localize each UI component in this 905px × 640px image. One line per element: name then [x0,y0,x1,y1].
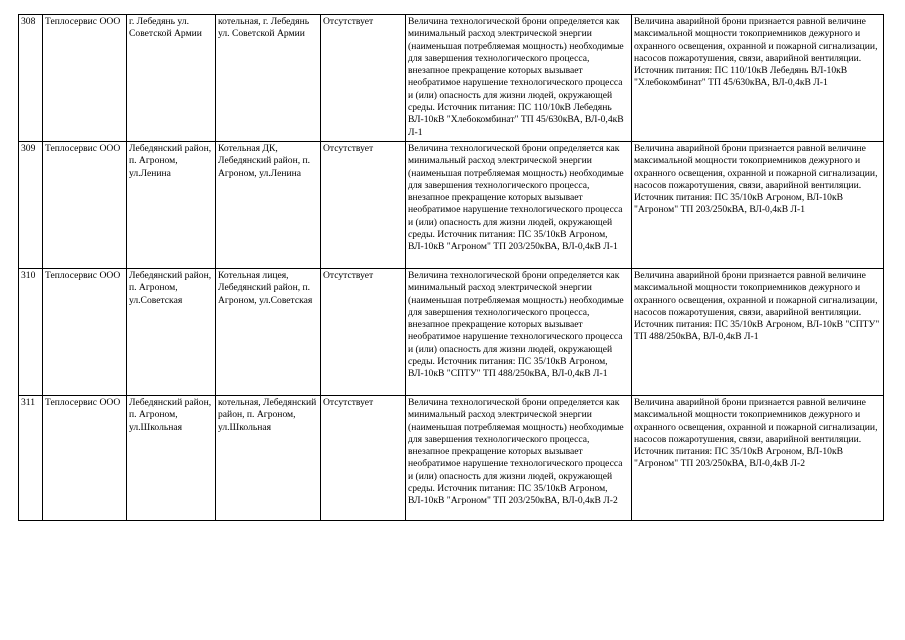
table-row [19,15,884,142]
row-number: 309 [19,142,43,269]
organization-cell: Теплосервис ООО [43,15,127,142]
reservation-table [18,14,884,521]
emergency-reserve-cell: Величина аварийной брони признается равной величине максимальной мощности токоприемников дежурного и охранного освещения, охранной и пожарной сигнализации, насосов пожаротушения, связи, аварийной вентиляции. Источник питания: ПС 35/10кВ Агроном, ВЛ-10кВ "Агроном" ТП 203/250кВА, ВЛ-0,4кВ Л-1 [632,142,884,269]
address-cell: Лебедянский район, п. Агроном, ул.Советская [127,269,216,396]
technological-reserve-cell: Величина технологической брони определяется как минимальный расход электрической энергии (наименьшая потребляемая мощность) необходимые для завершения технологического процесса, внезапное прекращение которых вызывает необратимое нарушение технологического процесса и (или) опасность для жизни людей, окружающей среды. Источник питания: ПС 110/10кВ Лебедянь ВЛ-10кВ "Хлебокомбинат" ТП 45/630кВА, ВЛ-0,4кВ Л-1 [406,15,632,142]
object-cell: котельная, г. Лебедянь ул. Советской Армии [216,15,321,142]
address-cell: Лебедянский район, п. Агроном, ул.Школьная [127,396,216,521]
emergency-reserve-cell: Величина аварийной брони признается равной величине максимальной мощности токоприемников дежурного и охранного освещения, охранной и пожарной сигнализации, насосов пожаротушения, связи, аварийной вентиляции. Источник питания: ПС 35/10кВ Агроном, ВЛ-10кВ "Агроном" ТП 203/250кВА, ВЛ-0,4кВ Л-2 [632,396,884,521]
row-number: 308 [19,15,43,142]
status-cell: Отсутствует [321,269,406,396]
organization-cell: Теплосервис ООО [43,396,127,521]
status-cell: Отсутствует [321,142,406,269]
emergency-reserve-cell: Величина аварийной брони признается равной величине максимальной мощности токоприемников дежурного и охранного освещения, охранной и пожарной сигнализации, насосов пожаротушения, связи, аварийной вентиляции. Источник питания: ПС 110/10кВ Лебедянь ВЛ-10кВ "Хлебокомбинат" ТП 45/630кВА, ВЛ-0,4кВ Л-1 [632,15,884,142]
status-cell: Отсутствует [321,396,406,521]
emergency-reserve-cell: Величина аварийной брони признается равной величине максимальной мощности токоприемников дежурного и охранного освещения, охранной и пожарной сигнализации, насосов пожаротушения, связи, аварийной вентиляции. Источник питания: ПС 35/10кВ Агроном, ВЛ-10кВ "СПТУ" ТП 488/250кВА, ВЛ-0,4кВ Л-1 [632,269,884,396]
table-row [19,269,884,396]
object-cell: котельная, Лебедянский район, п. Агроном, ул.Школьная [216,396,321,521]
object-cell: Котельная лицея, Лебедянский район, п. Агроном, ул.Советская [216,269,321,396]
technological-reserve-cell: Величина технологической брони определяется как минимальный расход электрической энергии (наименьшая потребляемая мощность) необходимые для завершения технологического процесса, внезапное прекращение которых вызывает необратимое нарушение технологического процесса и (или) опасность для жизни людей, окружающей среды. Источник питания: ПС 35/10кВ Агроном, ВЛ-10кВ "Агроном" ТП 203/250кВА, ВЛ-0,4кВ Л-1 [406,142,632,269]
address-cell: Лебедянский район, п. Агроном, ул.Ленина [127,142,216,269]
technological-reserve-cell: Величина технологической брони определяется как минимальный расход электрической энергии (наименьшая потребляемая мощность) необходимые для завершения технологического процесса, внезапное прекращение которых вызывает необратимое нарушение технологического процесса и (или) опасность для жизни людей, окружающей среды. Источник питания: ПС 35/10кВ Агроном, ВЛ-10кВ "СПТУ" ТП 488/250кВА, ВЛ-0,4кВ Л-1 [406,269,632,396]
organization-cell: Теплосервис ООО [43,269,127,396]
table-row [19,396,884,521]
organization-cell: Теплосервис ООО [43,142,127,269]
technological-reserve-cell: Величина технологической брони определяется как минимальный расход электрической энергии (наименьшая потребляемая мощность) необходимые для завершения технологического процесса, внезапное прекращение которых вызывает необратимое нарушение технологического процесса и (или) опасность для жизни людей, окружающей среды. Источник питания: ПС 35/10кВ Агроном, ВЛ-10кВ "Агроном" ТП 203/250кВА, ВЛ-0,4кВ Л-2 [406,396,632,521]
address-cell: г. Лебедянь ул. Советской Армии [127,15,216,142]
status-cell: Отсутствует [321,15,406,142]
row-number: 311 [19,396,43,521]
row-number: 310 [19,269,43,396]
object-cell: Котельная ДК, Лебедянский район, п. Агроном, ул.Ленина [216,142,321,269]
table-row [19,142,884,269]
